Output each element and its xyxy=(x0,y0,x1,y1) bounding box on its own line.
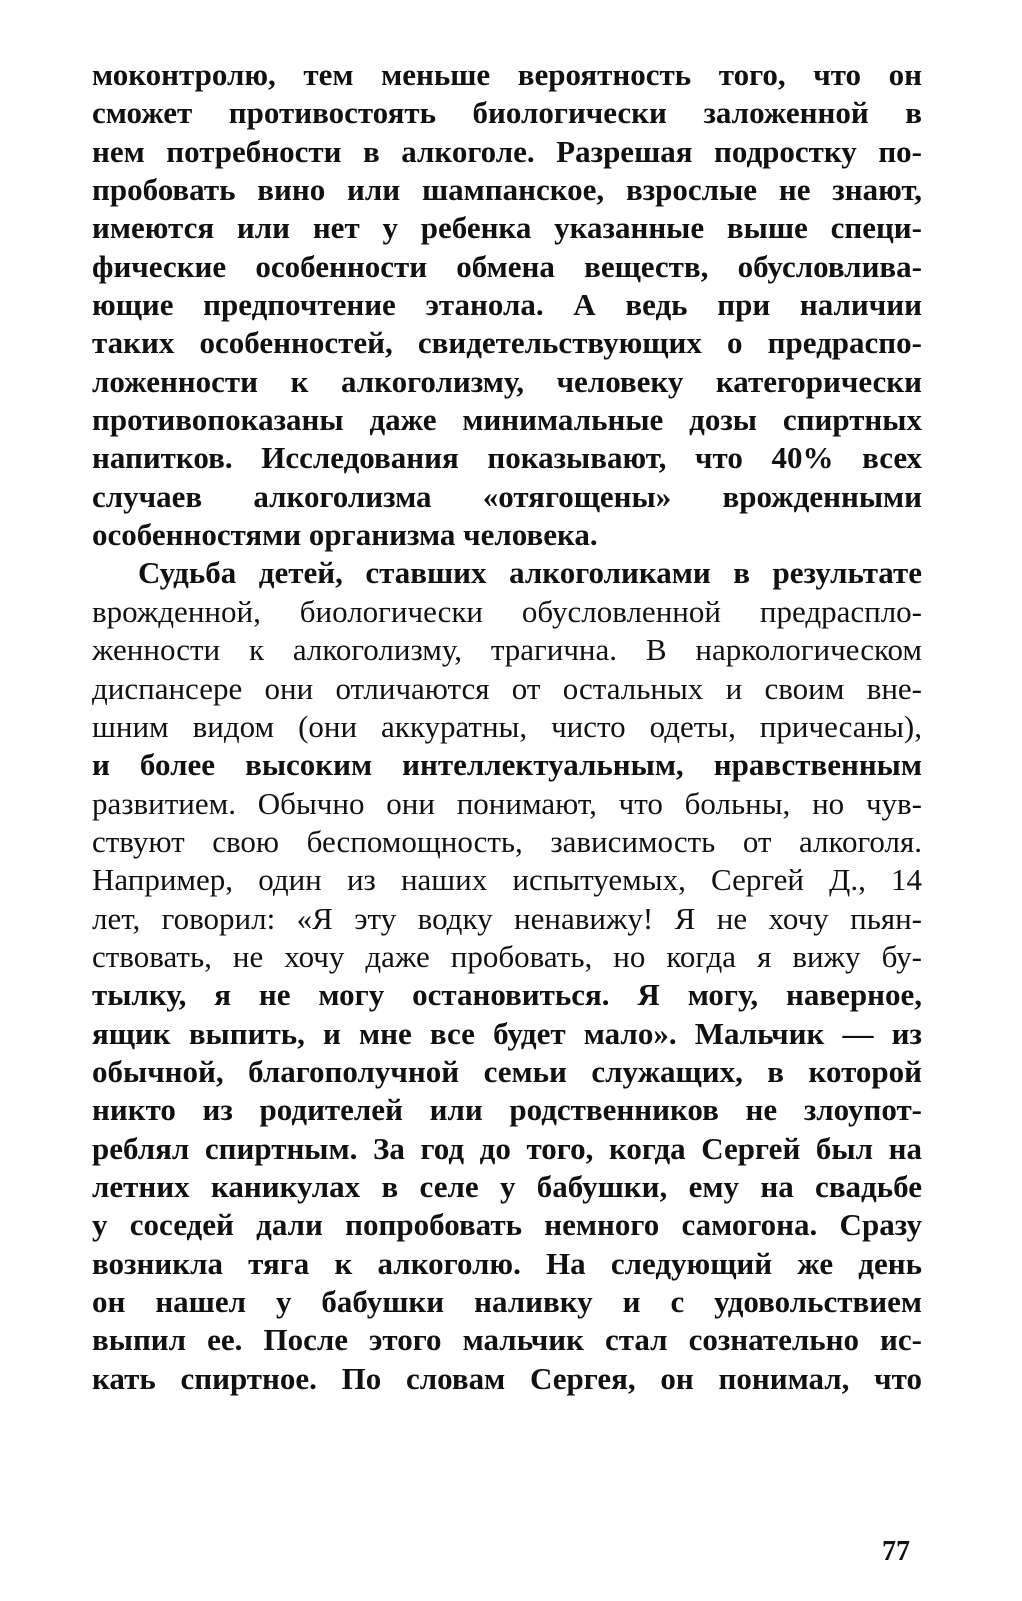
text-line-12: случаев алкоголизма «отягощены» врожденными xyxy=(92,478,922,514)
text-line-7: ющие предпочтение этанола. А ведь при наличии xyxy=(92,287,922,323)
text-line-16: женности к алкоголизму, трагична. В наркологическом xyxy=(92,632,922,668)
text-line-33: он нашел у бабушки наливку и с удовольствием xyxy=(92,1284,922,1319)
text-line-8: таких особенностей, свидетельствующих о предраспо- xyxy=(92,325,922,361)
text-line-34: выпил ее. После этого мальчик стал сознательно ис- xyxy=(92,1322,922,1358)
text-line-26: ящик выпить, и мне все будет мало». Мальчик — из xyxy=(92,1015,922,1051)
text-line-31: у соседей дали попробовать немного самогона. Сразу xyxy=(92,1207,922,1243)
text-line-6: фические особенности обмена веществ, обусловлива- xyxy=(92,248,922,284)
text-line-9: ложенности к алкоголизму, человеку категорически xyxy=(92,363,922,399)
text-line-15: врожденной, биологически обусловленной предраспло- xyxy=(92,593,922,629)
text-line-10: противопоказаны даже минимальные дозы спиртных xyxy=(92,402,922,438)
body-text xyxy=(92,56,922,1398)
text-line-32: возникла тяга к алкоголю. На следующий же день xyxy=(92,1245,922,1281)
text-line-18: шним видом (они аккуратны, чисто одеты, причесаны), xyxy=(92,708,922,744)
text-line-23: лет, говорил: «Я эту водку ненавижу! Я не хочу пьян- xyxy=(92,900,922,936)
text-line-3: нем потребности в алкоголе. Разрешая подростку по- xyxy=(92,133,922,169)
text-line-35: кать спиртное. По словам Сергея, он понимал, что xyxy=(92,1360,922,1396)
text-line-20: развитием. Обычно они понимают, что больны, но чув- xyxy=(92,785,922,821)
text-line-4: пробовать вино или шампанское, взрослые не знают, xyxy=(92,172,922,208)
text-line-21: ствуют свою беспомощность, зависимость от алкоголя. xyxy=(92,823,922,859)
text-line-24: ствовать, не хочу даже пробовать, но когда я вижу бу- xyxy=(92,938,922,974)
text-line-29: реблял спиртным. За год до того, когда Сергей был на xyxy=(92,1130,922,1166)
text-line-17: диспансере они отличаются от остальных и своим вне- xyxy=(92,670,922,706)
text-line-19: и более высоким интеллектуальным, нравственным xyxy=(92,747,922,783)
text-line-25: тылку, я не могу остановиться. Я могу, наверное, xyxy=(92,977,922,1013)
text-line-11: напитков. Исследования показывают, что 40% всех xyxy=(92,440,922,476)
text-line-13: особенностями организма человека. xyxy=(92,517,598,553)
text-line-5: имеются или нет у ребенка указанные выше специ- xyxy=(92,210,922,246)
text-line-14: Судьба детей, ставших алкоголиками в результате xyxy=(138,555,922,591)
page-number: 77 xyxy=(882,1536,910,1567)
text-line-30: летних каникулах в селе у бабушки, ему на свадьбе xyxy=(92,1168,922,1204)
text-line-22: Например, один из наших испытуемых, Сергей Д., 14 xyxy=(92,862,922,898)
text-line-1: моконтролю, тем меньше вероятность того, что он xyxy=(92,57,922,92)
text-line-28: никто из родителей или родственников не злоупот- xyxy=(92,1092,922,1128)
text-line-27: обычной, благополучной семьи служащих, в которой xyxy=(92,1053,922,1089)
text-line-2: сможет противостоять биологически заложенной в xyxy=(92,95,922,131)
